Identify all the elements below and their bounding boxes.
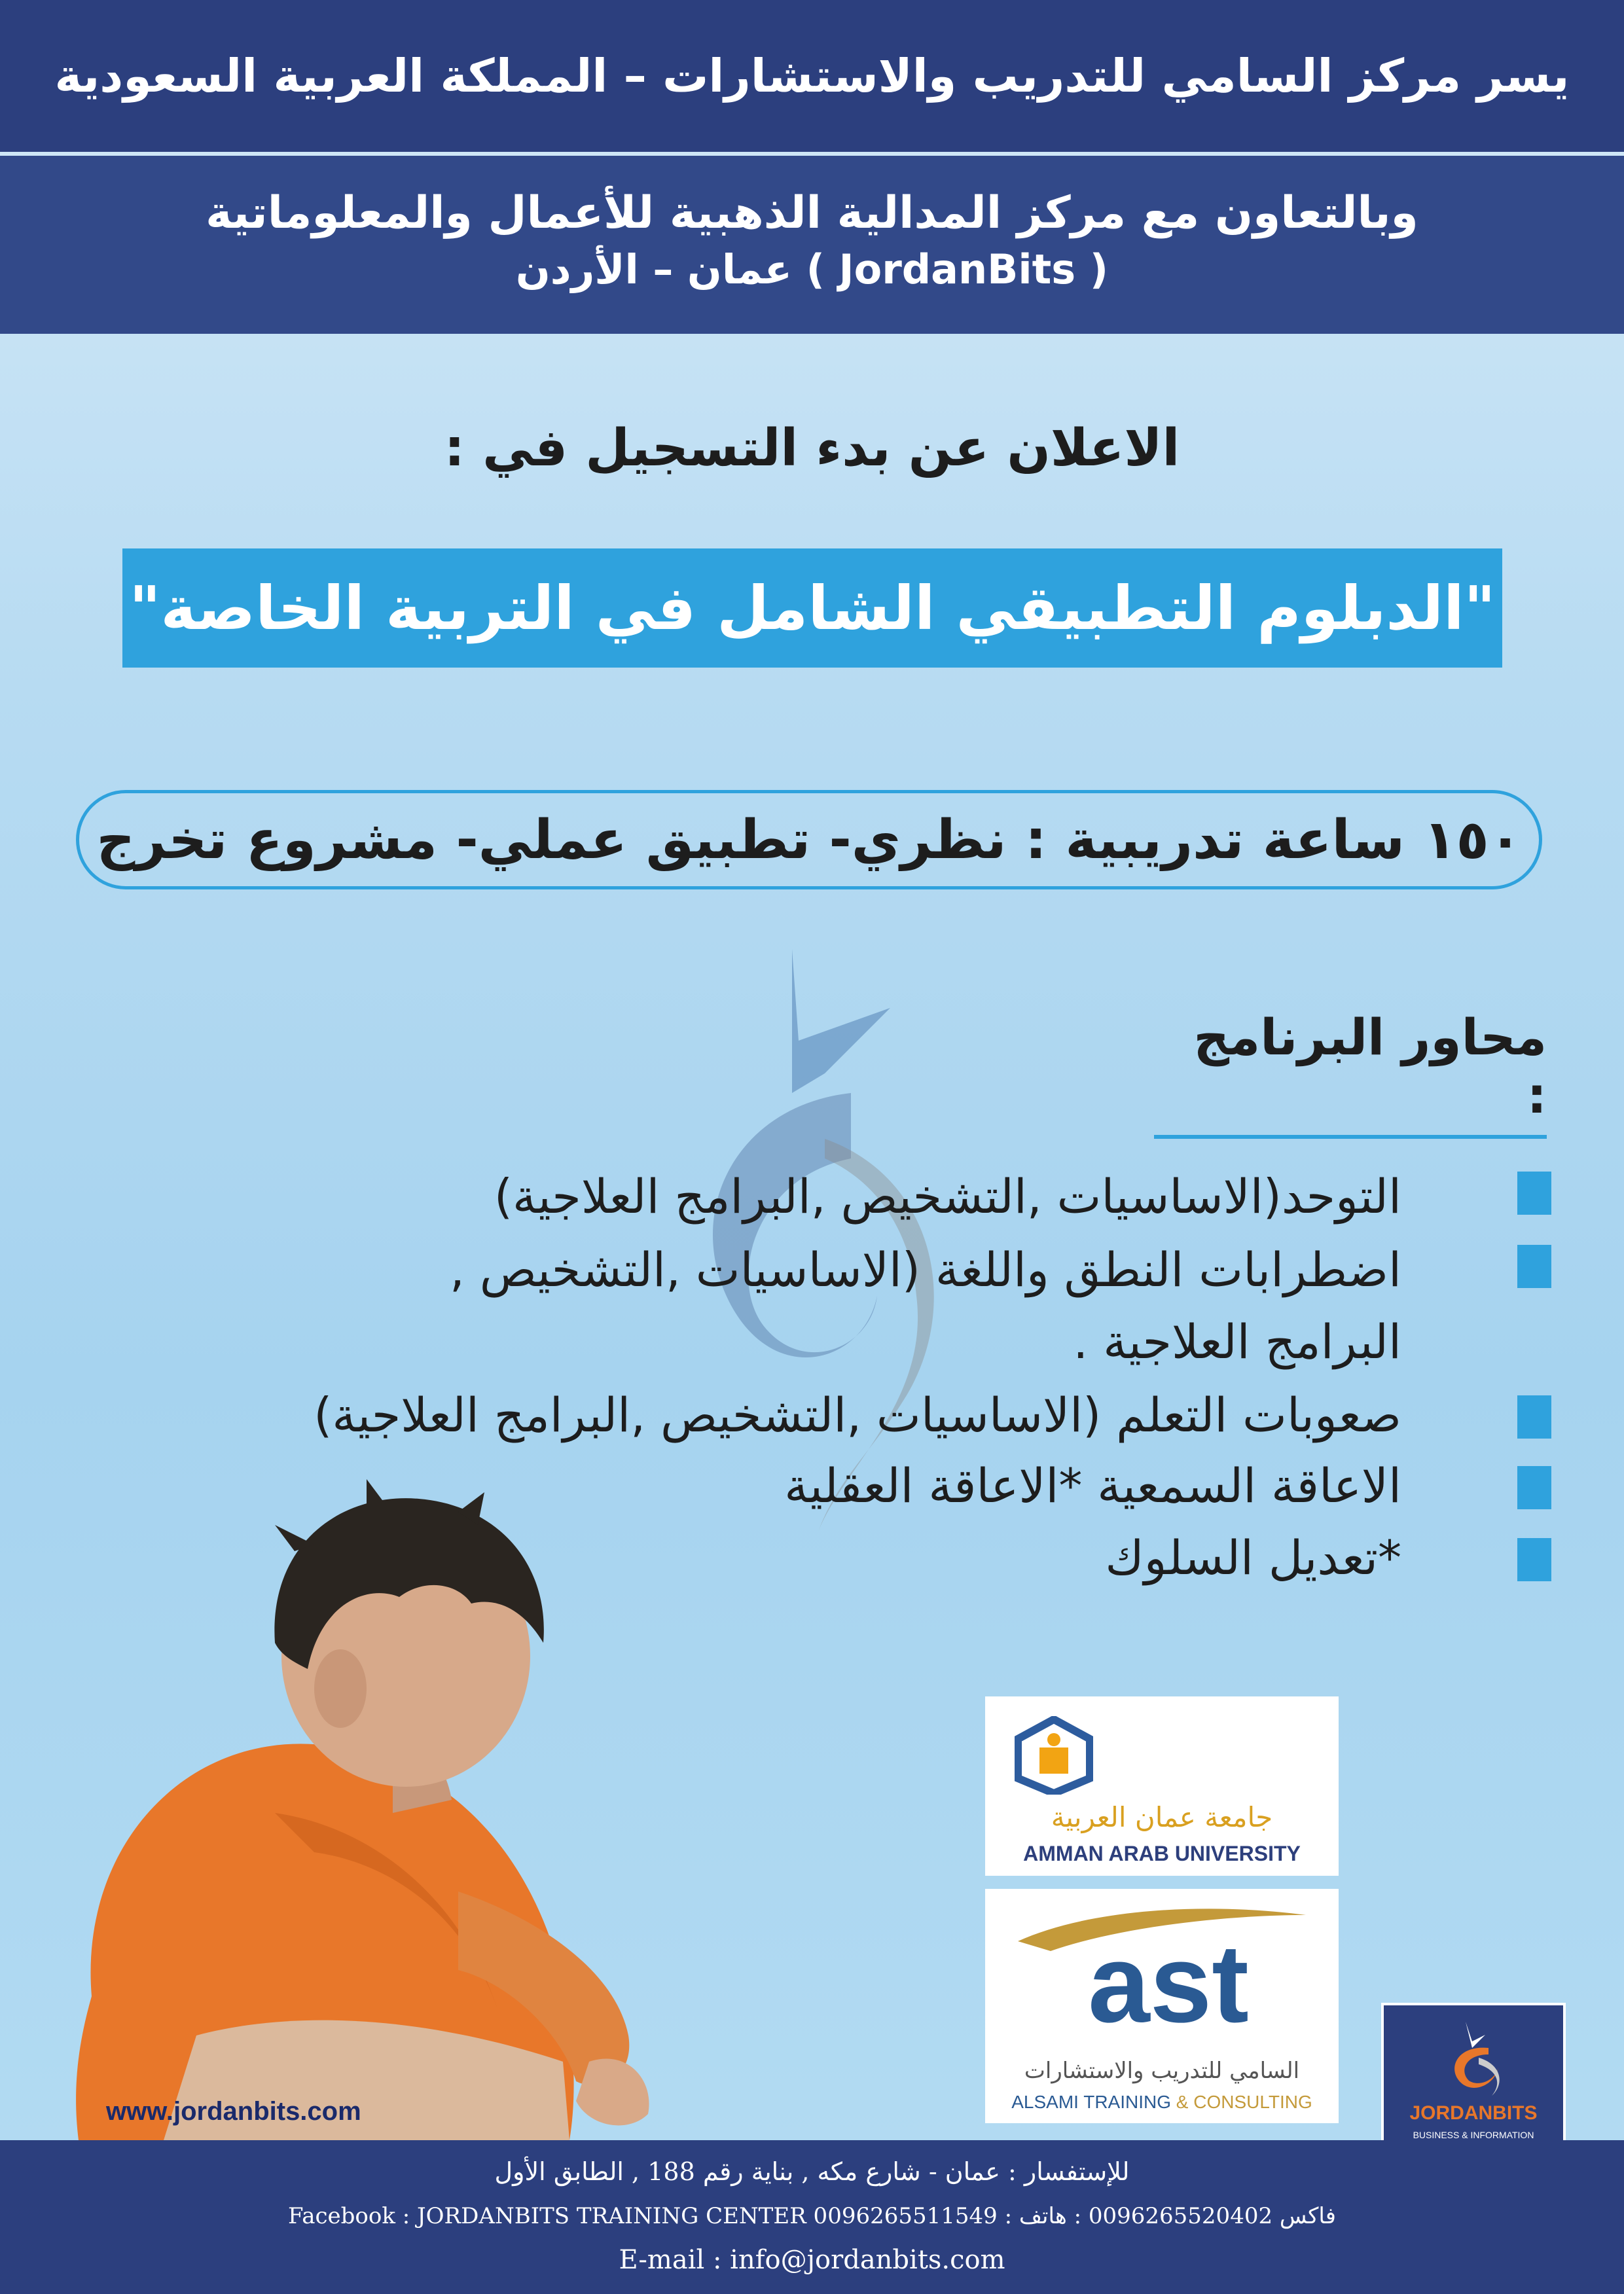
header-line-2: وبالتعاون مع مركز المدالية الذهبية للأعمال والمعلوماتية [206,187,1418,239]
list-item: البرامج العلاجية . [1073,1314,1401,1369]
bullet-square-icon [1517,1395,1551,1439]
aau-english-name: AMMAN ARAB UNIVERSITY [1023,1842,1301,1865]
hours-pill [76,790,1542,889]
aau-arabic-name: جامعة عمان العربية [1051,1801,1273,1833]
program-title-box [122,548,1502,668]
header-band-top [0,0,1624,152]
boy-photo [0,1473,655,2140]
alsami-training-logo [985,1889,1339,2123]
announcement-heading: الاعلان عن بدء التسجيل في : [444,419,1180,478]
ast-english-name [992,2092,1332,2113]
header-line-1: يسر مركز السامي للتدريب والاستشارات – المملكة العربية السعودية [54,49,1570,103]
list-item: الاعاقة السمعية *الاعاقة العقلية [784,1458,1401,1513]
program-axes-heading: محاور البرنامج : [1154,1008,1547,1139]
list-item: التوحد(الاساسيات ,التشخيص ,البرامج العلاجية) [494,1169,1401,1224]
hours-text: ١٥٠ ساعة تدريبية : نظري- تطبيق عملي- مشروع تخرج [96,808,1522,871]
list-item: صعوبات التعلم (الاساسيات ,التشخيص ,البرامج العلاجية) [314,1388,1401,1443]
footer-email[interactable]: E-mail : info@jordanbits.com [619,2245,1005,2275]
watermark-logo-icon [655,942,995,1532]
header-band-bottom [0,156,1624,334]
bullet-square-icon [1517,1245,1551,1288]
jordanbits-sub1: BUSINESS & INFORMATION [1413,2130,1534,2140]
website-link[interactable]: www.jordanbits.com [106,2097,361,2126]
ast-english-part2: & CONSULTING [1176,2092,1312,2112]
jordanbits-emblem-icon [1439,2018,1511,2097]
ast-wordmark: ast [1088,1922,1249,2046]
ast-english-part1: ALSAMI TRAINING [1011,2092,1176,2112]
footer-address: للإستفسار : عمان - شارع مكه , بناية رقم 188 , الطابق الأول [494,2157,1130,2186]
aau-emblem-icon [1015,1716,1093,1795]
program-title: "الدبلوم التطبيقي الشامل في التربية الخاصة" [129,573,1496,643]
jordanbits-name: JORDANBITS [1409,2102,1538,2124]
bullet-square-icon [1517,1172,1551,1215]
list-item: *تعديل السلوك [1105,1530,1401,1585]
amman-arab-university-logo [985,1696,1339,1876]
list-item: اضطرابات النطق واللغة (الاساسيات ,التشخيص , [449,1242,1401,1297]
footer-contact-band [0,2140,1624,2294]
footer-phone-fax-facebook: Facebook : JORDANBITS TRAINING CENTER 0096265511549 : فاكس 0096265520402 : هاتف [287,2203,1337,2229]
header-line-3: ( JordanBits ) عمان – الأردن [515,245,1109,293]
ast-arabic-name: السامي للتدريب والاستشارات [1024,2058,1300,2084]
bullet-square-icon [1517,1466,1551,1509]
bullet-square-icon [1517,1538,1551,1581]
